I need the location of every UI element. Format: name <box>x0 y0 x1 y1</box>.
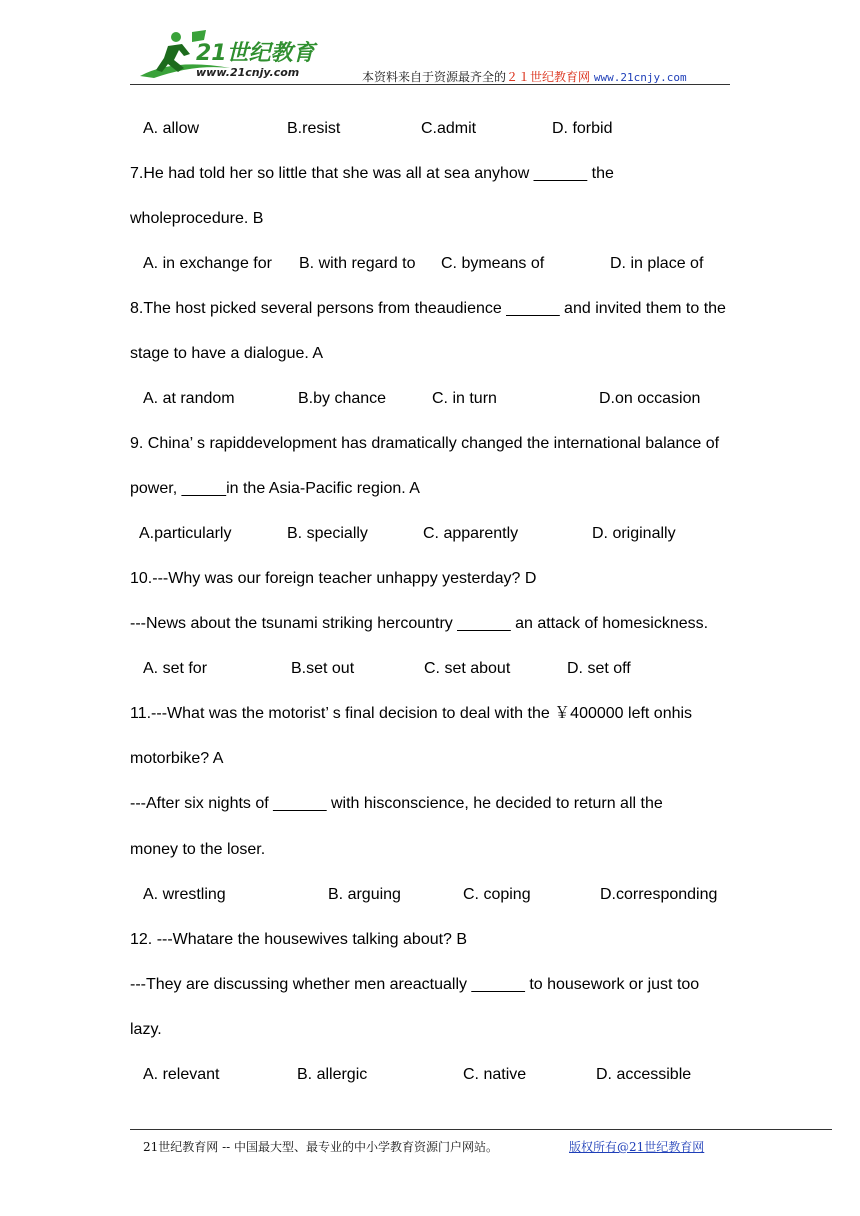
q11-stem-line-4: money to the loser. <box>130 841 266 858</box>
q8-option-c: C. in turn <box>432 390 497 407</box>
q8-option-a: A. at random <box>143 390 235 407</box>
q9-option-b: B. specially <box>287 525 368 542</box>
header-note-prefix: 本资料来自于资源最齐全的 <box>362 70 507 84</box>
q10-option-b: B.set out <box>291 660 355 677</box>
q6-option-a: A. allow <box>143 120 200 137</box>
q12-stem-line-3: lazy. <box>130 1021 162 1038</box>
q7-stem-line-2: wholeprocedure. B <box>130 210 264 227</box>
footer-copyright-link[interactable]: 版权所有@21世纪教育网 <box>569 1140 705 1154</box>
q10-option-c: C. set about <box>424 660 511 677</box>
q10-option-a: A. set for <box>143 660 208 677</box>
q11-stem-line-3: ---After six nights of ______ with hisconscience, he decided to return all the <box>130 795 663 812</box>
q12-stem-line-1: 12. ---Whatare the housewives talking about? B <box>130 931 468 948</box>
q12-option-d: D. accessible <box>596 1066 692 1083</box>
q6-option-b: B.resist <box>287 120 341 137</box>
q7-option-c: C. bymeans of <box>441 255 545 272</box>
q7-stem-line-1: 7.He had told her so little that she was all at sea anyhow ______ the <box>130 165 614 182</box>
q7-option-b: B. with regard to <box>299 255 416 272</box>
q6-option-c: C.admit <box>421 120 477 137</box>
q11-option-b: B. arguing <box>328 886 401 903</box>
q10-option-d: D. set off <box>567 660 631 677</box>
q6-option-d: D. forbid <box>552 120 613 137</box>
q9-stem-line-2: power, _____in the Asia-Pacific region. A <box>130 480 420 497</box>
q12-option-b: B. allergic <box>297 1066 368 1083</box>
q8-option-b: B.by chance <box>298 390 387 407</box>
q11-option-a: A. wrestling <box>143 886 226 903</box>
q12-stem-line-2: ---They are discussing whether men areactually ______ to housework or just too <box>130 976 700 993</box>
q9-stem-line-1: 9. China’ s rapiddevelopment has dramatically changed the international balance of <box>130 435 720 452</box>
q7-option-d: D. in place of <box>610 255 704 272</box>
footer-text: 21世纪教育网 -- 中国最大型、最专业的中小学教育资源门户网站。 <box>143 1140 499 1154</box>
header-note-url[interactable]: www.21cnjy.com <box>593 71 687 84</box>
q10-stem-line-2: ---News about the tsunami striking hercountry ______ an attack of homesickness. <box>130 615 709 632</box>
q11-stem-line-1: 11.---What was the motorist’ s final decision to deal with the ￥400000 left onhis <box>130 705 693 722</box>
q10-stem-line-1: 10.---Why was our foreign teacher unhappy yesterday? D <box>130 570 537 587</box>
q11-option-c: C. coping <box>463 886 531 903</box>
q8-option-d: D.on occasion <box>599 390 701 407</box>
header-divider <box>130 84 730 85</box>
q12-option-a: A. relevant <box>143 1066 220 1083</box>
footer-divider <box>130 1129 832 1130</box>
q8-stem-line-2: stage to have a dialogue. A <box>130 345 324 362</box>
header-note <box>362 68 687 85</box>
q11-option-d: D.corresponding <box>600 886 718 903</box>
q7-option-a: A. in exchange for <box>143 255 272 272</box>
q9-option-a: A.particularly <box>139 525 232 542</box>
q11-stem-line-2: motorbike? A <box>130 750 224 767</box>
header-note-site: ２１世纪教育网 <box>506 70 591 84</box>
q9-option-c: C. apparently <box>423 525 519 542</box>
logo-21cnjy <box>134 28 334 82</box>
q9-option-d: D. originally <box>592 525 676 542</box>
q8-stem-line-1: 8.The host picked several persons from theaudience ______ and invited them to the <box>130 300 726 317</box>
q12-option-c: C. native <box>463 1066 527 1083</box>
logo-text: 21世纪教育 <box>196 41 315 66</box>
page-header <box>130 28 730 86</box>
logo-url: www.21cnjy.com <box>196 66 300 79</box>
